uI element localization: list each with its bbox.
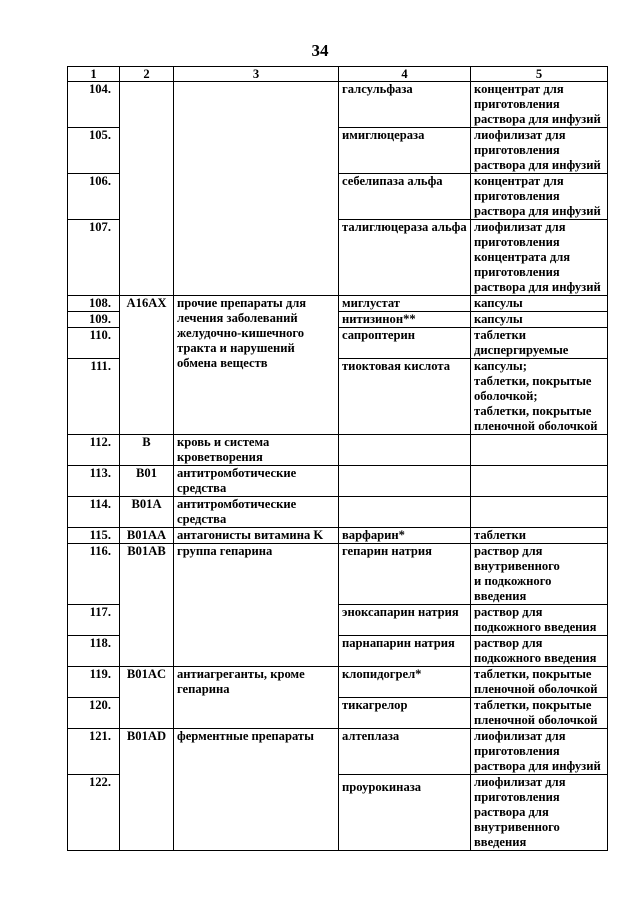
group-name: прочие препараты для лечения заболеваний желудочно-кишечного тракта и нарушений обмена веществ (174, 296, 339, 435)
dosage-form: раствор для подкожного введения (471, 636, 608, 667)
dosage-form: лиофилизат для приготовления раствора для внутривенного введения (471, 775, 608, 851)
row-number: 109. (68, 312, 120, 328)
row-number: 121. (68, 729, 120, 775)
table-row (68, 296, 608, 312)
drug-name (339, 497, 471, 528)
dosage-form: лиофилизат для приготовления раствора для инфузий (471, 128, 608, 174)
table-row (68, 544, 608, 605)
atx-code: B01AB (120, 544, 174, 667)
row-number: 112. (68, 435, 120, 466)
dosage-form: концентрат для приготовления раствора для инфузий (471, 82, 608, 128)
drug-name: варфарин* (339, 528, 471, 544)
group-name: группа гепарина (174, 544, 339, 667)
atx-code: B01AA (120, 528, 174, 544)
drug-name: имиглюцераза (339, 128, 471, 174)
drug-name: гепарин натрия (339, 544, 471, 605)
dosage-form: лиофилизат для приготовления раствора для инфузий (471, 729, 608, 775)
dosage-form: капсулы (471, 312, 608, 328)
dosage-form: таблетки (471, 528, 608, 544)
group-name: антиагреганты, кроме гепарина (174, 667, 339, 729)
drug-name: сапроптерин (339, 328, 471, 359)
table-row (68, 497, 608, 528)
row-number: 106. (68, 174, 120, 220)
table-row (68, 667, 608, 698)
drug-name: клопидогрел* (339, 667, 471, 698)
drug-name: талиглюцераза альфа (339, 220, 471, 296)
drug-name: миглустат (339, 296, 471, 312)
row-number: 110. (68, 328, 120, 359)
drug-name: галсульфаза (339, 82, 471, 128)
drug-name: алтеплаза (339, 729, 471, 775)
column-header: 5 (471, 67, 608, 82)
group-name: антитромботические средства (174, 497, 339, 528)
dosage-form (471, 466, 608, 497)
drug-name: нитизинон** (339, 312, 471, 328)
atx-code: B (120, 435, 174, 466)
column-header: 1 (68, 67, 120, 82)
row-number: 117. (68, 605, 120, 636)
drug-name: эноксапарин натрия (339, 605, 471, 636)
atx-code: B01A (120, 497, 174, 528)
dosage-form: лиофилизат для приготовления концентрата для приготовления раствора для инфузий (471, 220, 608, 296)
drug-name: парнапарин натрия (339, 636, 471, 667)
dosage-form: раствор для внутривенного и подкожного введения (471, 544, 608, 605)
group-name (174, 82, 339, 296)
table-row (68, 82, 608, 128)
page-number: 34 (311, 41, 329, 60)
drug-name: проурокиназа (339, 775, 471, 851)
dosage-form: капсулы (471, 296, 608, 312)
dosage-form: капсулы; таблетки, покрытые оболочкой; таблетки, покрытые пленочной оболочкой (471, 359, 608, 435)
row-number: 120. (68, 698, 120, 729)
dosage-form: раствор для подкожного введения (471, 605, 608, 636)
drug-name (339, 466, 471, 497)
dosage-form (471, 435, 608, 466)
row-number: 113. (68, 466, 120, 497)
table-header-row (68, 67, 608, 82)
row-number: 111. (68, 359, 120, 435)
drug-name (339, 435, 471, 466)
drug-list-table (67, 66, 608, 851)
table-row (68, 435, 608, 466)
atx-code: B01 (120, 466, 174, 497)
row-number: 114. (68, 497, 120, 528)
group-name: ферментные препараты (174, 729, 339, 851)
row-number: 108. (68, 296, 120, 312)
row-number: 119. (68, 667, 120, 698)
group-name: антагонисты витамина K (174, 528, 339, 544)
row-number: 107. (68, 220, 120, 296)
atx-code: A16AX (120, 296, 174, 435)
drug-name: тикагрелор (339, 698, 471, 729)
column-header: 2 (120, 67, 174, 82)
dosage-form: таблетки, покрытые пленочной оболочкой (471, 698, 608, 729)
dosage-form (471, 497, 608, 528)
atx-code: B01AC (120, 667, 174, 729)
row-number: 116. (68, 544, 120, 605)
atx-code: B01AD (120, 729, 174, 851)
table-row (68, 466, 608, 497)
row-number: 104. (68, 82, 120, 128)
row-number: 118. (68, 636, 120, 667)
group-name: кровь и система кроветворения (174, 435, 339, 466)
table-row (68, 528, 608, 544)
row-number: 115. (68, 528, 120, 544)
dosage-form: концентрат для приготовления раствора для инфузий (471, 174, 608, 220)
atx-code (120, 82, 174, 296)
column-header: 3 (174, 67, 339, 82)
row-number: 105. (68, 128, 120, 174)
group-name: антитромботические средства (174, 466, 339, 497)
drug-name: тиоктовая кислота (339, 359, 471, 435)
column-header: 4 (339, 67, 471, 82)
drug-name: себелипаза альфа (339, 174, 471, 220)
table-row (68, 729, 608, 775)
dosage-form: таблетки диспергируемые (471, 328, 608, 359)
row-number: 122. (68, 775, 120, 851)
dosage-form: таблетки, покрытые пленочной оболочкой (471, 667, 608, 698)
